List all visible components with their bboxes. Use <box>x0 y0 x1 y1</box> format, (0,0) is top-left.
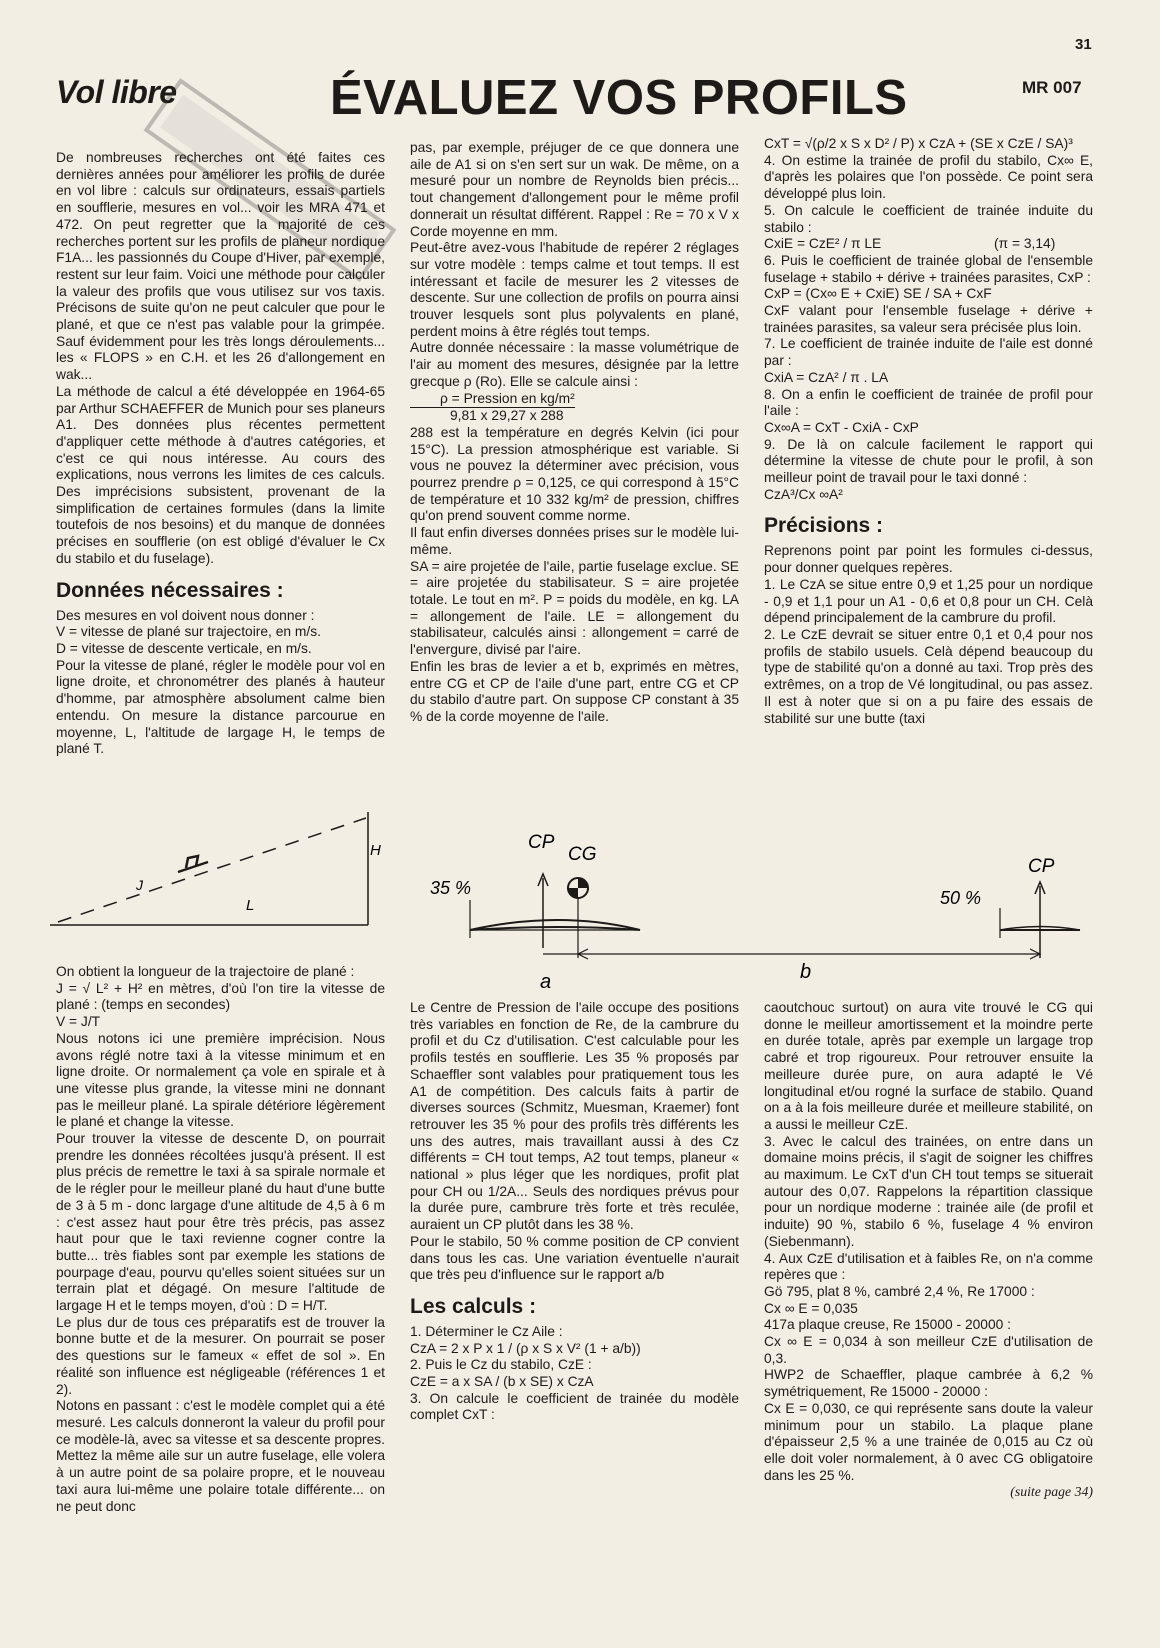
label-cp-stab: CP <box>1028 856 1055 877</box>
ref-hwp2-value: Cx E = 0,030, ce qui représente sans doute la valeur minimum pour un stabilo. La plaque plane d'épaisseur 2,5 % a une trainée de 0,015 au Cz où elle doit voler normalement, à 0 avec CG obligatoire dans les 25 %. <box>764 1400 1093 1483</box>
imprecision-paragraph: Nous notons ici une première imprécision. Nous avons réglé notre taxi à la vitesse minimum et en ligne droite. Or normalement ça vole en spirale et à une vitesse plus grande, la vitesse mini ne donnant pas le meilleur plané. La spirale détériore légèrement le plané et change la vitesse. <box>56 1030 385 1130</box>
label-cp-wing: CP <box>528 832 555 853</box>
column-3 <box>764 136 1093 727</box>
air-density-paragraph: Autre donnée nécessaire : la masse volumétrique de l'air au moment des mesures, désignée par la lettre grecque ρ (Ro). Elle se calcule ainsi : <box>410 340 739 389</box>
label-h: H <box>370 842 381 859</box>
column-3-bottom <box>764 1000 1093 1501</box>
formula-cxa: Cx∞A = CxT - CxiA - CxP <box>764 419 919 435</box>
trajectory-line <box>58 818 366 922</box>
ref-go795: Gö 795, plat 8 %, cambré 2,4 %, Re 17000 : <box>764 1283 1035 1299</box>
step-1: 1. Déterminer le Cz Aile : <box>410 1323 563 1339</box>
step-3: 3. On calcule le coefficient de trainée du modèle complet CxT : <box>410 1390 739 1423</box>
formula-ratio: CzA³/Cx ∞A² <box>764 486 843 502</box>
column-1 <box>56 150 385 758</box>
plane-paragraph: Pour la vitesse de plané, régler le modèle pour vol en ligne droite, et chronométrer des planés à hauteur d'homme, par atmosphère absolument calme bien entendu. On mesure la distance parcourue en moyenne, L, l'altitude de largage H, le temps de plané T. <box>56 657 385 757</box>
method-paragraph: La méthode de calcul a été développée en 1964-65 par Arthur SCHAEFFER de Munich pour ses planeurs A1. Des données plus récentes permettent d'appliquer cette méthode à d'autres catégories, et c'est ce qui nous intéresse. Au cours des explications, nous verrons les limites de ces calculs. Des imprécisions subsistent, provenant de la simplification de certaines formules (dans la limite toutefois de nos besoins) et du manque de données précises en soufflerie (on est obligé d'évaluer le Cx du stabilo et du fuselage). <box>56 383 385 566</box>
reynolds-paragraph: pas, par exemple, préjuger de ce que donnera une aile de A1 si on s'en sert sur un wak. De même, on a mesuré pour un nombre de Reynolds bien précis... tout changement d'allongement pour le même profil donnerait un résultat différent. Rappel : Re = 70 x V x Corde moyenne en mm. <box>410 140 739 239</box>
step-4: 4. On estime la trainée de profil du stabilo, Cx∞ E, d'après les polaires que l'on possède. Ce point sera développé plus loin. <box>764 152 1093 202</box>
column-2-bottom <box>410 1000 739 1424</box>
formula-cxia: CxiA = CzA² / π . LA <box>764 369 889 385</box>
reglages-paragraph: Peut-être avez-vous l'habitude de repérer 2 réglages sur votre modèle : temps calme et tout temps. Il est intéressant et facile de mesurer les 2 vitesses de descente. Sur une collection de profils on pourra ainsi trouver lesquels sont plus polyvalents en plané, perdent moins à être réglés tout temps. <box>410 240 739 339</box>
glide-trajectory-figure <box>48 810 383 935</box>
measures-paragraph: Des mesures en vol doivent nous donner : <box>56 607 315 623</box>
page-number: 31 <box>1075 36 1092 53</box>
cp-paragraph: Le Centre de Pression de l'aile occupe des positions très variables en fonction de Re, de la cambrure du profil et du Cz d'utilisation. C'est calculable pour les profils testés en soufflerie. Les 35 % proposés par Schaeffler sont valables pour pratiquement tous les A1 de compétition. Des calculs faits à partir de diverses sources (Schmitz, Muesman, Kraemer) font retrouver les 35 % pour des profils très différents les uns des autres, mais travaillant aussi à des Cz différents = CH tout temps, A2 tout temps, planeur « national » plus léger que les nordiques, profit plat pour CH ou 1/2A... Seuls des nordiques prévus pour la durée pure, cambrure très forte et très reculée, auraient un CP plutôt dans les 38 %. <box>410 1000 739 1233</box>
intro-paragraph: De nombreuses recherches ont été faites ces dernières années pour améliorer les profils de durée en vol libre : calculs sur ordinateurs, essais partiels en soufflerie, mesures en vol... voir les MRA 471 et 472. On peut regretter que la majorité de ces recherches portent sur les profils de planeur nordique F1A... les passionnés du Coupe d'Hiver, par exemple, restent sur leur faim. Voici une méthode pour calculer la valeur des profils que vous utilisez sur vos taxis. Précisons de suite qu'on ne peut calculer que pour le plané, et que ce n'est pas valable pour la grimpée. Sauf évidemment pour les très longs déroulements... les « FLOPS » en C.H. et les 26 d'allongement en wak... <box>56 150 385 383</box>
caoutchouc-paragraph: caoutchouc surtout) on aura vite trouvé le CG qui donne le meilleur amortissement et la moindre perte en durée totale, après par exemple un largage trop cabré et trop rigoureux. Pour retrouver ensuite la meilleure durée pure, on aura adapté le Vé longitudinal et/ou rogné la surface de stabilo. Quand on a à la fois meilleure durée et meilleure stabilité, on a aussi le meilleur CzE. <box>764 1000 1093 1132</box>
label-a: a <box>540 971 552 993</box>
step-7: 7. Le coefficient de trainée induite de l'aile est donné par : <box>764 336 1093 369</box>
wing-profile <box>470 920 640 930</box>
ref-417a-value: Cx ∞ E = 0,034 à son meilleur CzE d'utilisation de 0,3. <box>764 1334 1093 1366</box>
v-definition: V = vitesse de plané sur trajectoire, en m/s. <box>56 624 321 640</box>
descent-paragraph: Pour trouver la vitesse de descente D, on pourrait prendre les données récoltées jusqu'à présent. Il est plus précis de remettre le taxi à sa spirale normale et de le régler pour le meilleur plané du haut d'une butte de 3 à 5 m - donc largage d'une altitude de 4,5 à 6 m : c'est assez haut pour être très précis, pas assez haut pour que le taxi revienne cogner contre la butte... très fiables sont par exemple les stations de pourpage d'eau, pourvu qu'elles soient situées sur un terrain plat et dégagé. On mesure l'altitude de largage H et le temps moyen, d'où : D = H/T. <box>56 1131 385 1314</box>
heading-precisions: Précisions : <box>764 514 884 538</box>
step-6: 6. Puis le coefficient de trainée global de l'ensemble fuselage + stabilo + dérive + trainées parasites, CxP : <box>764 252 1093 285</box>
precision-4: 4. Aux CzE d'utilisation et à faibles Re, on n'a comme repères que : <box>764 1250 1093 1283</box>
formula-j: J = √ L² + H² en mètres, d'où l'on tire la vitesse de plané : (temps en secondes) <box>56 980 385 1013</box>
step-5: 5. On calcule le coefficient de trainée induite du stabilo : <box>764 202 1093 235</box>
temperature-paragraph: 288 est la température en degrés Kelvin (ici pour 15°C). La pression atmosphérique est variable. Si vous ne pouvez la déterminer avec précision, vous pourrez prendre ρ = 0,125, ce qui correspond à 15°C de température et 10 332 kg/m² de pression, chiffres qu'on prend souvent comme norme. <box>410 424 739 524</box>
cg-quadrant-2 <box>568 888 578 898</box>
formula-rho-numerator: ρ = Pression en kg/m² <box>410 391 575 409</box>
formula-cza: CzA = 2 x P x 1 / (ρ x S x V² (1 + a/b)) <box>410 1340 641 1356</box>
lever-paragraph: Enfin les bras de levier a et b, exprimés en mètres, entre CG et CP de l'aile d'une part, entre CG et CP du stabilo d'autre part. On suppose CP constant à 35 % de la corde moyenne de l'aile. <box>410 658 739 724</box>
formula-cze: CzE = a x SA / (b x SE) x CzA <box>410 1374 594 1390</box>
step-2: 2. Puis le Cz du stabilo, CzE : <box>410 1357 592 1373</box>
continued-note: (suite page 34) <box>1010 1484 1093 1500</box>
precision-2: 2. Le CzE devrait se situer entre 0,1 et 0,4 pour nos profils de stabilo usuels. Celà dépend beaucoup du type de stabilité qu'on a donné au taxi. Trop près des extrêmes, on a trop de Vé longitudinal, ou pas assez. Il est à noter que si on a pu faire des essais de stabilité sur une butte (taxi <box>764 626 1093 726</box>
heading-calculs: Les calculs : <box>410 1294 537 1318</box>
article-title: ÉVALUEZ VOS PROFILS <box>330 71 908 125</box>
areas-paragraph: SA = aire projetée de l'aile, partie fuselage exclue. SE = aire projetée du stabilisateur. S = aire projetée totale. Le tout en m². P = poids du modèle, en kg. LA = allongement de l'aile. LE = allongement du stabilisateur, calculés ainsi : allongement = carré de l'envergure, divisé par l'aire. <box>410 558 739 658</box>
ref-go795-value: Cx ∞ E = 0,035 <box>764 1300 858 1316</box>
ref-hwp2: HWP2 de Schaeffler, plaque cambrée à 6,2 % symétriquement, Re 15000 - 20000 : <box>764 1367 1093 1400</box>
stabilo-cp-paragraph: Pour le stabilo, 50 % comme position de CP convient dans tous les cas. Une variation éventuelle n'aurait que très peu d'influence sur le rapport a/b <box>410 1233 739 1283</box>
step-8: 8. On a enfin le coefficient de trainée de profil pour l'aile : <box>764 386 1093 419</box>
section-label: Vol libre <box>56 74 177 110</box>
cxf-paragraph: CxF valant pour l'ensemble fuselage + dérive + trainées parasites, sa valeur sera précisée plus loin. <box>764 303 1093 335</box>
butte-paragraph: Le plus dur de tous ces préparatifs est de trouver la bonne butte et de la mesurer. On pourrait se poser des questions sur le fameux « effet de sol ». En réalité son influence est négligeable (références 1 et 2). <box>56 1314 385 1397</box>
column-1-bottom <box>56 964 385 1515</box>
ref-417a: 417a plaque creuse, Re 15000 - 20000 : <box>764 1317 1011 1333</box>
model-data-paragraph: Il faut enfin diverses données prises sur le modèle lui-même. <box>410 525 739 557</box>
label-b: b <box>800 961 812 983</box>
cg-quadrant-1 <box>578 878 588 888</box>
formula-v: V = J/T <box>56 1014 101 1030</box>
formula-cxie: CxiE = CzE² / π LE <box>764 236 882 252</box>
heading-donnees: Données nécessaires : <box>56 578 284 602</box>
pi-value: (π = 3,14) <box>994 236 1056 252</box>
formula-rho-denominator: 9,81 x 29,27 x 288 <box>450 408 564 424</box>
label-j: J <box>136 877 143 893</box>
d-definition: D = vitesse de descente verticale, en m/s. <box>56 640 312 656</box>
label-50: 50 % <box>940 888 982 908</box>
trajectory-paragraph: On obtient la longueur de la trajectoire de plané : <box>56 964 355 979</box>
wing-cp-cg-figure <box>410 828 1110 998</box>
step-9: 9. De là on calcule facilement le rapport qui détermine la vitesse de chute pour le profil, à son meilleur point de travail pour le taxi donné : <box>764 436 1093 486</box>
label-35: 35 % <box>430 878 472 898</box>
label-cg: CG <box>568 844 597 865</box>
model-paragraph: Notons en passant : c'est le modèle complet qui a été mesuré. Les calculs donneront la valeur du profil pour ce modèle-là, avec sa vitesse et sa descente propres. Mettez la même aile sur un autre fuselage, elle volera à un autre point de sa polaire propre, et le nouveau taxi aura lui-même une polaire totale différente... on ne peut donc <box>56 1398 385 1514</box>
precision-3: 3. Avec le calcul des trainées, on entre dans un domaine moins précis, il s'agit de soigner les chiffres au maximum. Le CxT d'un CH tout temps se situerait autour des 0,07. Rappelons la répartition classique pour un nordique moderne : trainée aile (de profil et induite) 90 %, stabilo 6 %, fuselage 4 % environ (Siebenmann). <box>764 1133 1093 1249</box>
precision-1: 1. Le CzA se situe entre 0,9 et 1,25 pour un nordique - 0,9 et 1,1 pour un A1 - 0,6 et 0,8 pour un CH. Celà dépend principalement de la cambrure du profil. <box>764 576 1093 626</box>
precisions-intro: Reprenons point par point les formules ci-dessus, pour donner quelques repères. <box>764 543 1093 576</box>
formula-cxt: CxT = √(ρ/2 x S x D² / P) x CzA + (SE x CzE / SA)³ <box>764 136 1073 151</box>
glider-icon <box>178 856 208 872</box>
column-2 <box>410 140 739 726</box>
label-l: L <box>246 897 255 914</box>
issue-code: MR 007 <box>1022 78 1082 97</box>
formula-cxp: CxP = (Cx∞ E + CxiE) SE / SA + CxF <box>764 286 992 302</box>
